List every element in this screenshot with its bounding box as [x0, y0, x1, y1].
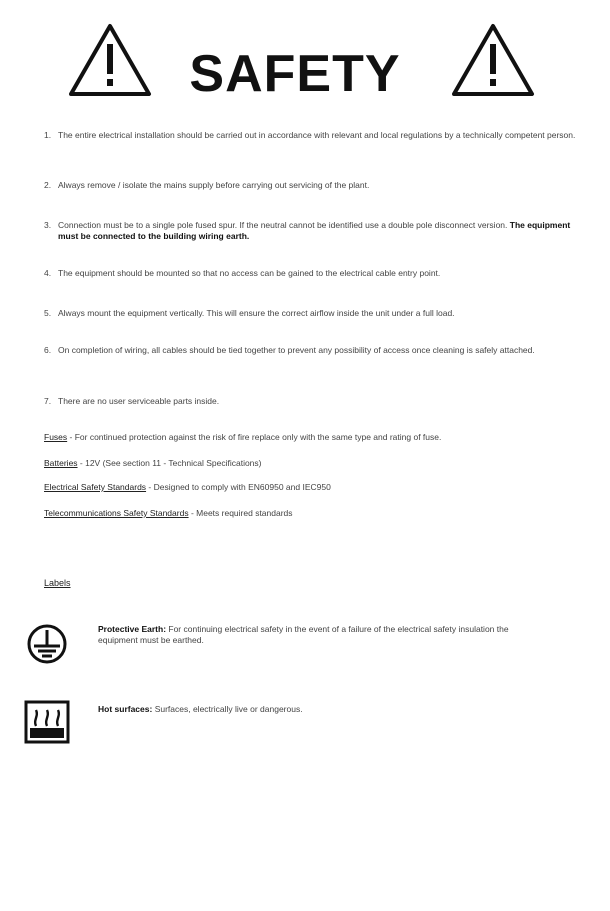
note-electrical-safety — [44, 482, 592, 493]
item-text: The equipment should be mounted so that no access can be gained to the electrical cable entry point. — [58, 268, 441, 278]
item-number: 2. — [44, 180, 52, 190]
item-number: 5. — [44, 308, 52, 318]
item-number: 1. — [44, 130, 52, 140]
note-text: - Designed to comply with EN60950 and IEC950 — [146, 482, 331, 492]
page-title: SAFETY — [189, 45, 401, 103]
warning-triangle-icon — [67, 22, 153, 98]
list-item — [44, 180, 592, 191]
item-number: 7. — [44, 396, 52, 406]
item-bold-text: The equipment must be connected to the building wiring earth. — [58, 220, 571, 241]
protective-earth-icon — [24, 624, 70, 664]
list-item — [44, 268, 592, 279]
symbol-label: Hot surfaces: — [98, 704, 153, 714]
item-text: The entire electrical installation should be carried out in accordance with relevant and local regulations by a technically competent person. — [58, 130, 576, 140]
list-item — [44, 396, 592, 407]
item-text: Always remove / isolate the mains supply before carrying out servicing of the plant. — [58, 180, 370, 190]
hot-surface-icon — [24, 700, 70, 744]
note-batteries — [44, 458, 592, 469]
note-label: Electrical Safety Standards — [44, 482, 147, 492]
item-number: 6. — [44, 345, 52, 355]
item-text: There are no user serviceable parts inside. — [58, 396, 220, 406]
note-label: Batteries — [44, 458, 78, 468]
symbol-description — [98, 704, 518, 715]
item-text: Always mount the equipment vertically. This will ensure the correct airflow inside the unit under a full load. — [58, 308, 455, 318]
warning-triangle-icon — [450, 22, 536, 98]
symbol-label: Protective Earth: — [98, 624, 167, 634]
symbol-description — [98, 624, 518, 646]
list-item — [44, 345, 592, 356]
header — [0, 18, 610, 108]
symbol-text: For continuing electrical safety in the event of a failure of the electrical safety insulation the equipment must be earthed. — [98, 624, 509, 645]
note-label: Telecommunications Safety Standards — [44, 508, 189, 518]
note-text: - Meets required standards — [188, 508, 293, 518]
note-fuses — [44, 432, 592, 443]
item-text: Connection must be to a single pole fused spur. If the neutral cannot be identified use a double pole disconnect version. — [58, 220, 508, 230]
item-number: 3. — [44, 220, 52, 230]
list-item — [44, 220, 592, 242]
note-text: - 12V (See section 11 - Technical Specifications) — [77, 458, 262, 468]
list-item — [44, 308, 592, 319]
item-number: 4. — [44, 268, 52, 278]
symbol-text: Surfaces, electrically live or dangerous. — [152, 704, 303, 714]
item-text: On completion of wiring, all cables should be tied together to prevent any possibility of access once cleaning is safely attached. — [58, 345, 535, 355]
note-telecom-safety — [44, 508, 592, 519]
labels-heading: Labels — [44, 578, 71, 588]
list-item — [44, 130, 592, 141]
note-label: Fuses — [44, 432, 68, 442]
note-text: - For continued protection against the risk of fire replace only with the same type and rating of fuse. — [67, 432, 442, 442]
